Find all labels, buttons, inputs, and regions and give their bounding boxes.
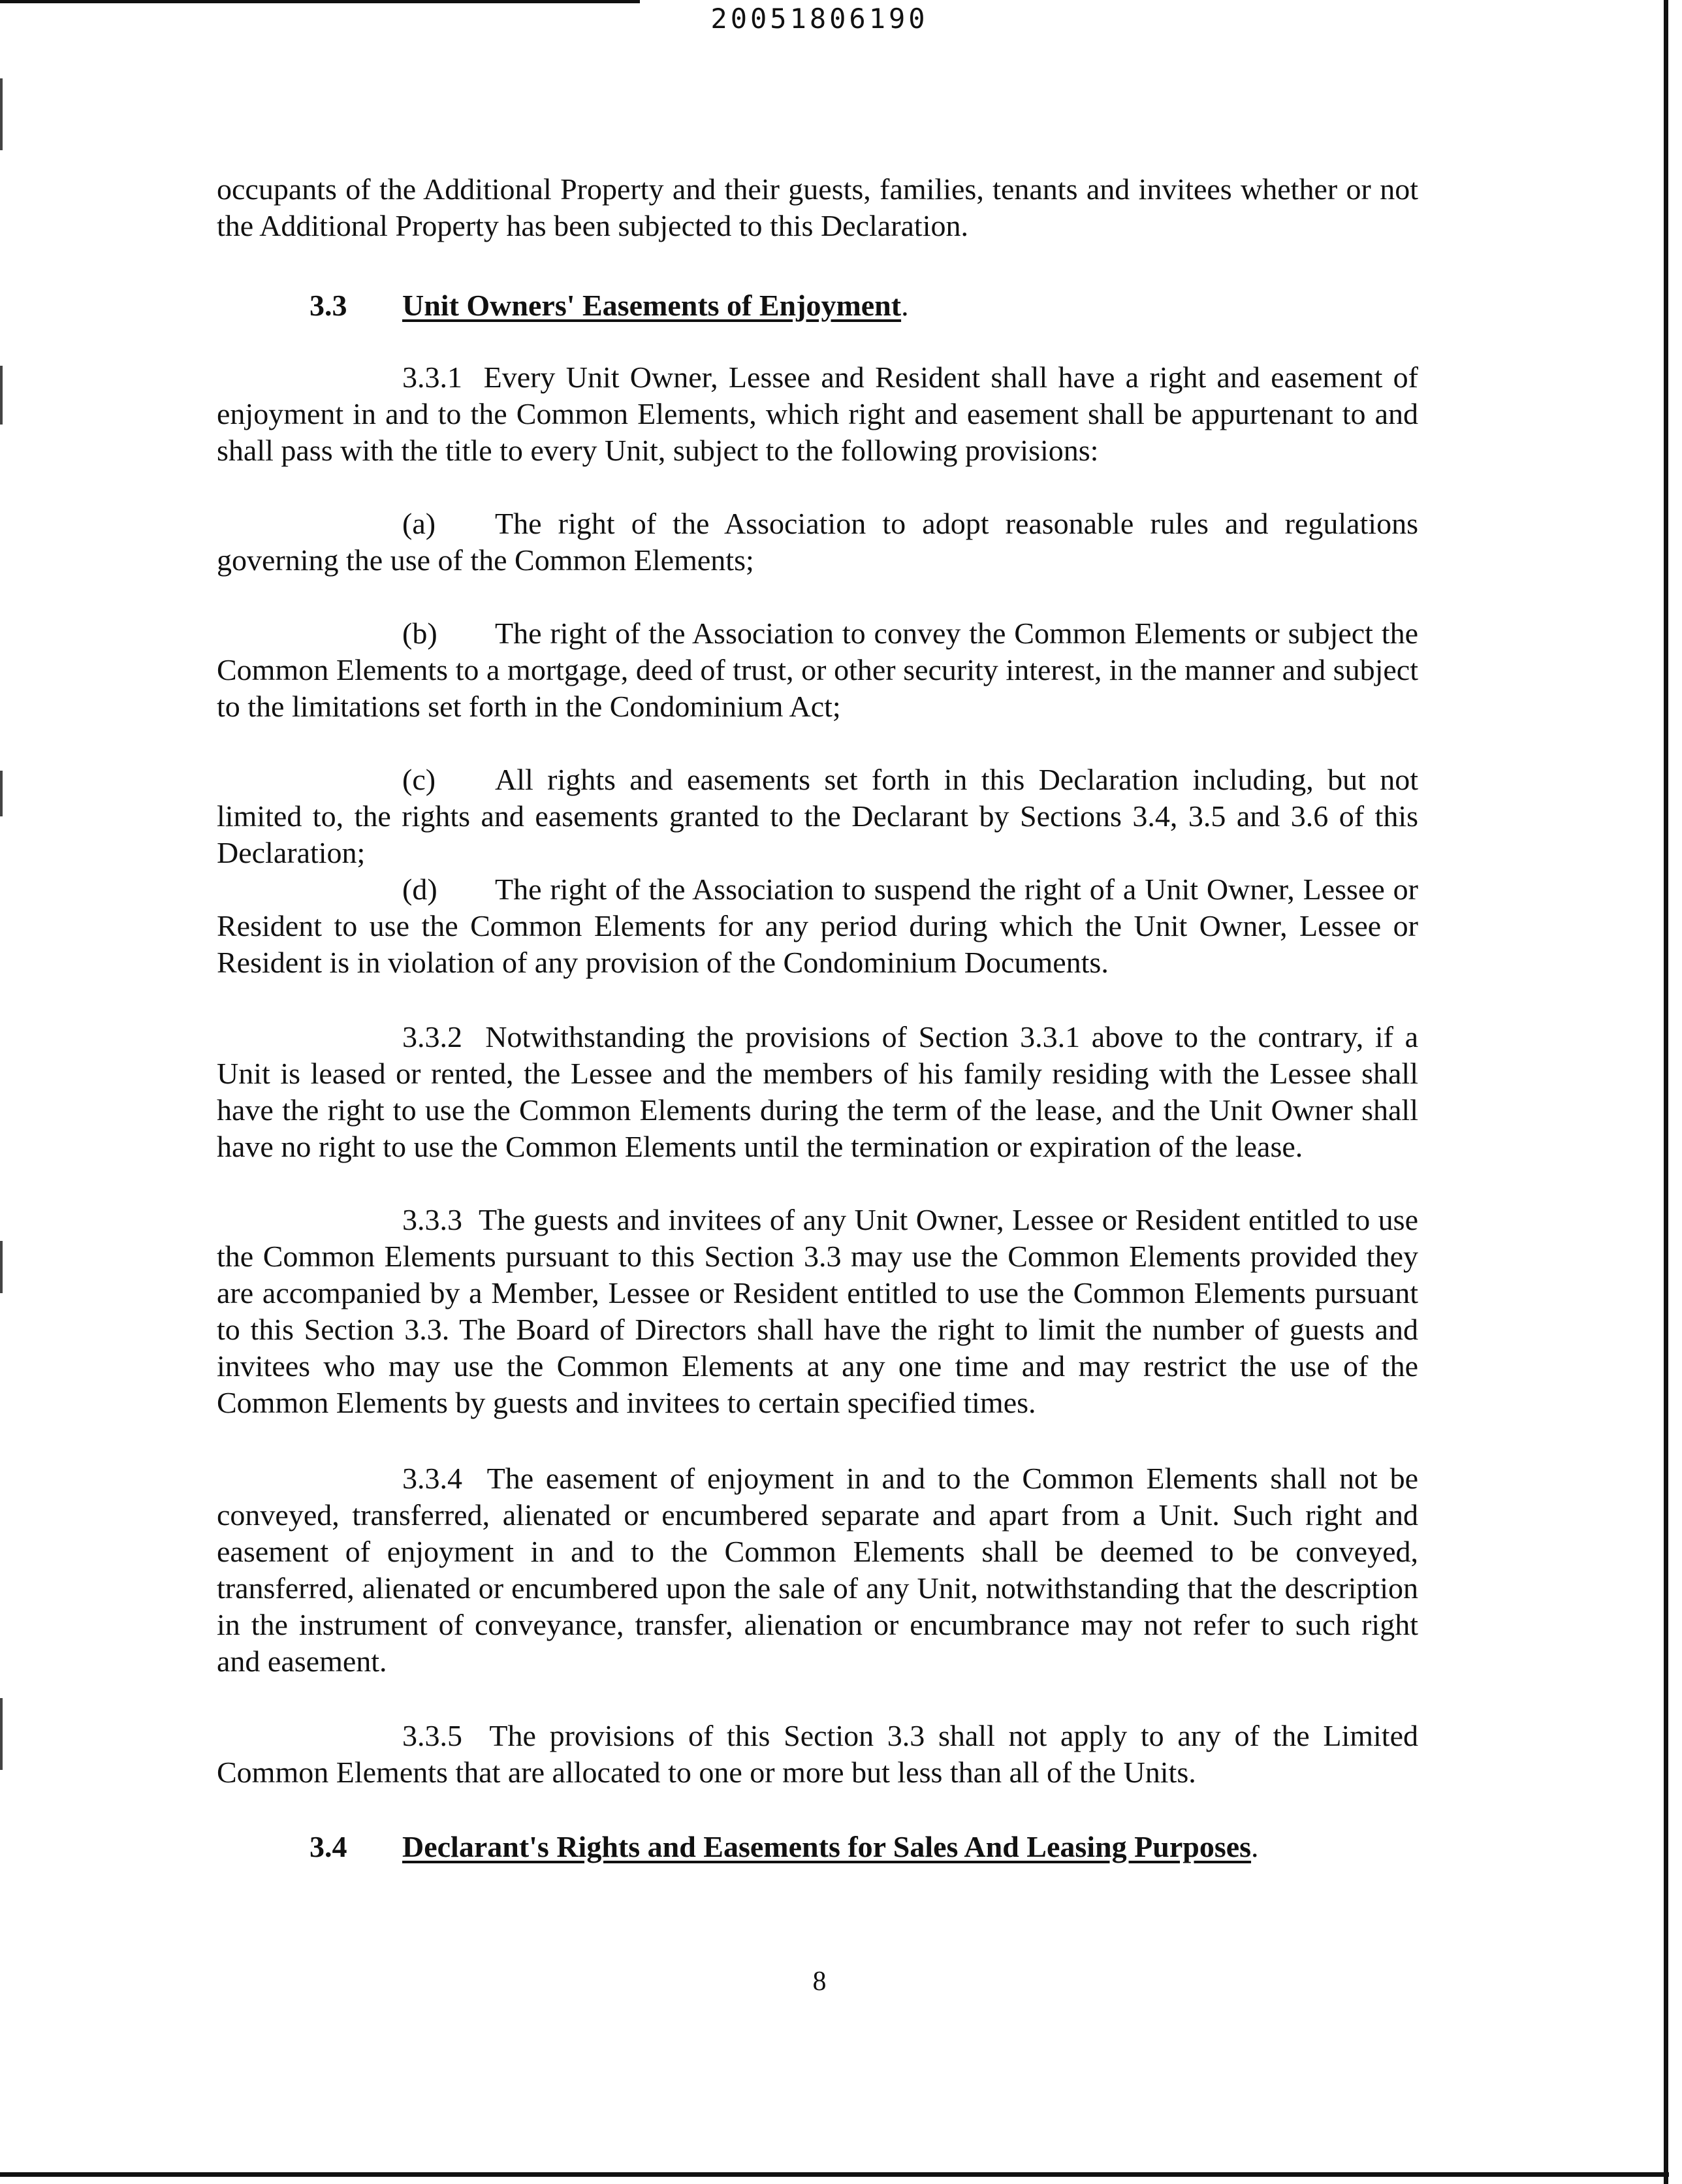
provision-d	[217, 871, 1418, 981]
paragraph-3-3-2	[217, 1019, 1418, 1165]
document-id: 20051806190	[710, 3, 928, 35]
provision-label: (a)	[402, 507, 436, 540]
section-3-4-heading	[309, 1829, 1259, 1865]
paragraph-text: Every Unit Owner, Lessee and Resident shall have a right and easement of enjoyment in and to the Common Elements, which right and easement shall be appurtenant to and shall pass with the title to every Unit, subject to the following provisions:	[217, 361, 1418, 467]
provision-c	[217, 762, 1418, 871]
scan-edge-mark	[0, 1698, 3, 1770]
scan-border-right	[1664, 0, 1668, 2184]
paragraph-number: 3.3.1	[402, 361, 462, 394]
paragraph-text: Notwithstanding the provisions of Section 3.3.1 above to the contrary, if a Unit is leased or rented, the Lessee and the members of his family residing with the Lessee shall have the right to use the Common Elements during the term of the lease, and the Unit Owner shall have no right to use the Common Elements until the termination or expiration of the lease.	[217, 1020, 1418, 1163]
provision-label: (d)	[402, 873, 437, 906]
scan-border-bottom	[0, 2172, 1669, 2177]
paragraph-3-3-4	[217, 1460, 1418, 1680]
page-number: 8	[812, 1967, 827, 1997]
section-3-3-heading	[309, 287, 909, 324]
provision-label: (c)	[402, 763, 436, 796]
provision-label: (b)	[402, 617, 437, 650]
provision-text: The right of the Association to suspend the right of a Unit Owner, Lessee or Resident to use the Common Elements for any period during which the Unit Owner, Lessee or Resident is in violation of any provision of the Condominium Documents.	[217, 873, 1418, 979]
section-title-period: .	[1251, 1830, 1259, 1863]
paragraph-text: The guests and invitees of any Unit Owner, Lessee or Resident entitled to use the Common Elements pursuant to this Section 3.3 may use the Common Elements provided they are accompanied by a Member, Lessee or Resident entitled to use the Common Elements pursuant to this Section 3.3. The Board of Directors shall have the right to limit the number of guests and invitees who may use the Common Elements at any one time and may restrict the use of the Common Elements by guests and invitees to certain specified times.	[217, 1203, 1419, 1419]
section-number: 3.4	[309, 1830, 347, 1863]
scan-edge-mark	[0, 1241, 3, 1293]
paragraph-text: The provisions of this Section 3.3 shall not apply to any of the Limited Common Elements that are allocated to one or more but less than all of the Units.	[217, 1719, 1419, 1789]
paragraph-text: The easement of enjoyment in and to the Common Elements shall not be conveyed, transferred, alienated or encumbered separate and apart from a Unit. Such right and easement of enjoyment in and to the Common Elements shall be deemed to be conveyed, transferred, alienated or encumbered upon the sale of any Unit, notwithstanding that the description in the instrument of conveyance, transfer, alienation or encumbrance may not refer to such right and easement.	[217, 1462, 1419, 1678]
provision-text: All rights and easements set forth in this Declaration including, but not limited to, the rights and easements granted to the Declarant by Sections 3.4, 3.5 and 3.6 of this Declaration;	[217, 763, 1418, 869]
scan-edge-mark	[0, 78, 3, 150]
section-title-period: .	[901, 289, 909, 322]
scan-edge-mark	[0, 771, 3, 816]
paragraph-number: 3.3.4	[402, 1462, 462, 1495]
section-title: Declarant's Rights and Easements for Sales And Leasing Purposes	[402, 1830, 1252, 1863]
scan-edge-mark	[0, 366, 3, 425]
paragraph-3-3-5	[217, 1718, 1418, 1791]
section-title: Unit Owners' Easements of Enjoyment	[402, 289, 902, 322]
paragraph-3-3-1	[217, 359, 1418, 469]
paragraph-number: 3.3.5	[402, 1719, 462, 1752]
provision-text: The right of the Association to convey the Common Elements or subject the Common Elements to a mortgage, deed of trust, or other security interest, in the manner and subject to the limitations set forth in the Condominium Act;	[217, 617, 1418, 723]
opening-paragraph: occupants of the Additional Property and their guests, families, tenants and invitees whether or not the Additional Property has been subjected to this Declaration.	[217, 172, 1418, 242]
paragraph-number: 3.3.3	[402, 1203, 462, 1236]
provision-a	[217, 506, 1418, 579]
section-number: 3.3	[309, 289, 347, 322]
paragraph-3-3-3	[217, 1202, 1418, 1421]
provision-b	[217, 615, 1418, 725]
provision-text: The right of the Association to adopt reasonable rules and regulations governing the use of the Common Elements;	[217, 507, 1418, 577]
paragraph-number: 3.3.2	[402, 1020, 462, 1053]
